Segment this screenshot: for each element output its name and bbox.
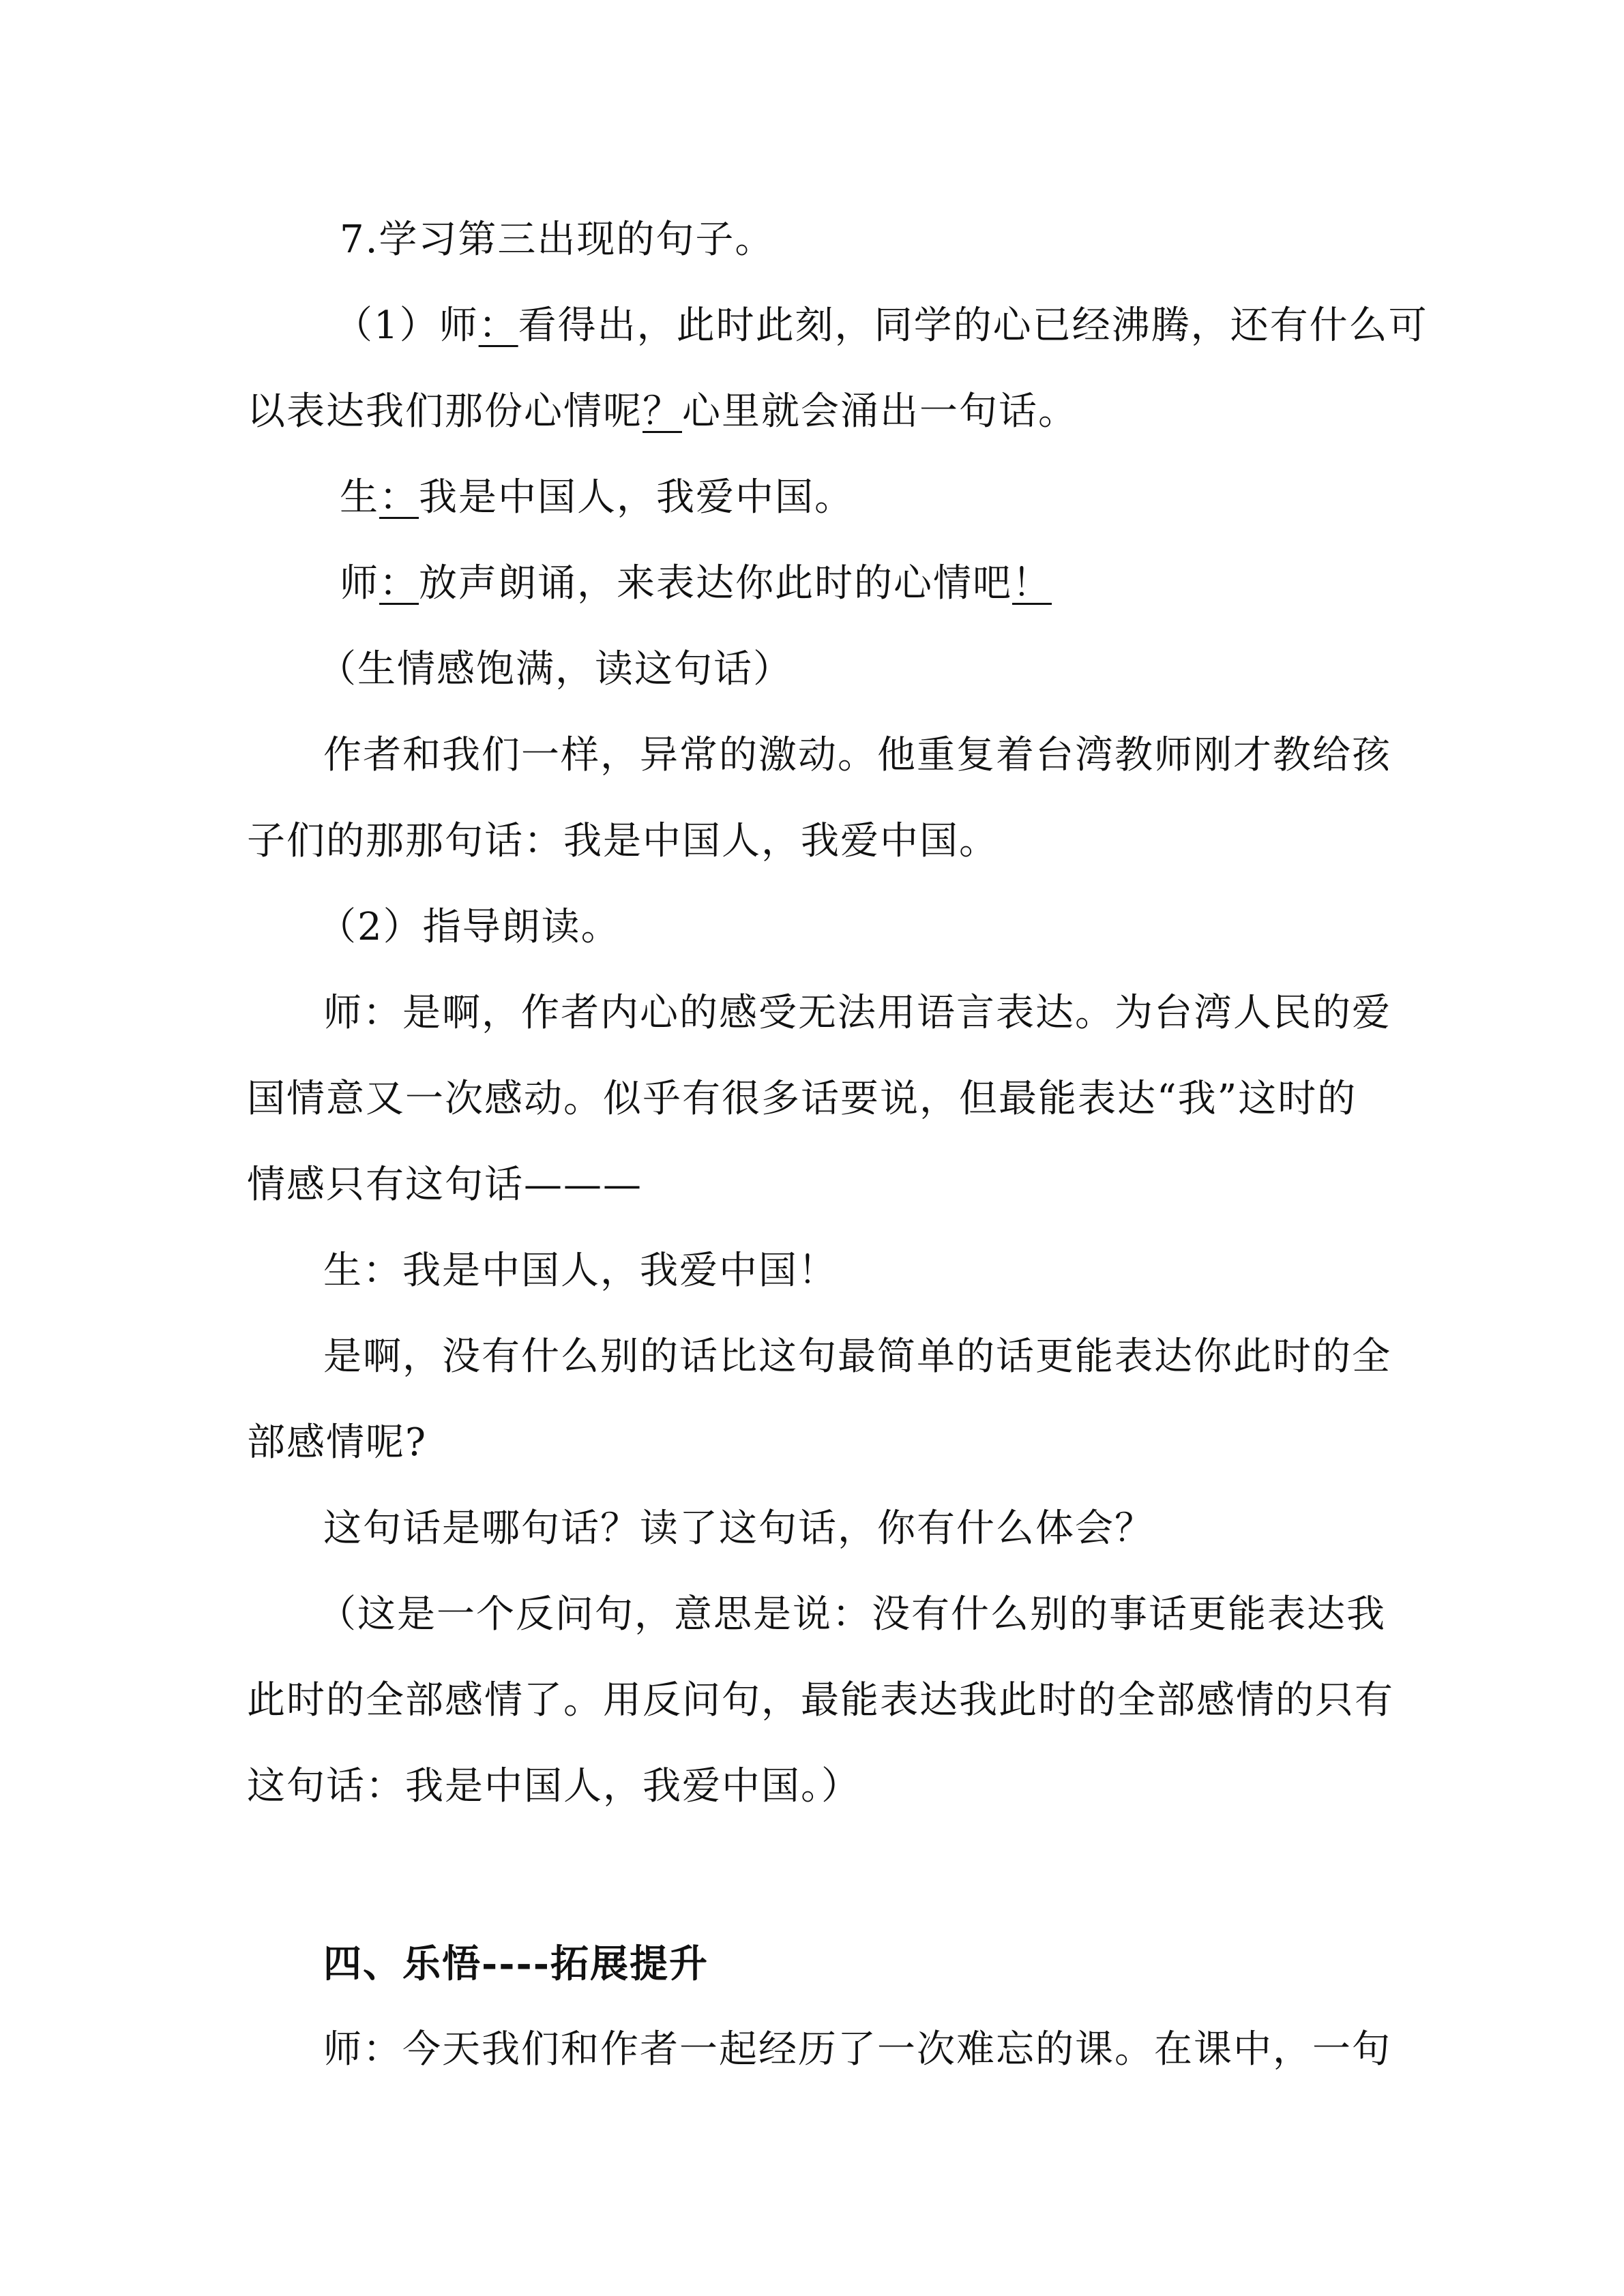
text-line — [318, 642, 793, 697]
text-line — [247, 1416, 427, 1470]
text-segment: 作者和我们一样，异常的激动。他重复着台湾教师刚才教给孩 — [323, 733, 1391, 777]
text-line — [323, 728, 1391, 783]
text-segment: 师：是啊，作者内心的感受无法用语言表达。为台湾人民的爱 — [323, 991, 1391, 1035]
text-segment: 师 — [340, 561, 379, 606]
text-segment: （2）指导朗读。 — [318, 905, 621, 949]
text-segment: 这句话是哪句话？读了这句话，你有什么体会？ — [323, 1506, 1154, 1551]
text-line — [323, 2023, 1391, 2077]
text-segment: 放声朗诵，来表达你此时的心情吧 — [419, 561, 1012, 606]
text-line — [323, 1502, 1154, 1556]
text-segment: （生情感饱满，读这句话） — [318, 647, 793, 691]
text-segment: 部感情呢? — [247, 1420, 428, 1465]
text-line — [318, 900, 621, 955]
text-segment: 看得出，此时此刻，同学的心已经沸腾，还有什么可 — [518, 303, 1428, 348]
text-line — [247, 1673, 1394, 1728]
text-segment: 四、乐悟----拓展提升 — [323, 1941, 709, 1986]
text-line — [340, 471, 854, 525]
text-segment: 以表达我们那份心情呢 — [247, 389, 643, 434]
underlined-text: ！ — [1012, 561, 1052, 606]
text-line — [323, 1244, 838, 1298]
underlined-text: ？ — [643, 389, 682, 434]
text-segment: 是啊，没有什么别的话比这句最简单的话更能表达你此时的全 — [323, 1335, 1391, 1379]
text-line — [334, 299, 1428, 353]
text-segment: 7.学习第三出现的句子。 — [340, 218, 775, 262]
text-line — [323, 1330, 1391, 1384]
text-segment: 子们的那那句话：我是中国人，我爱中国。 — [247, 819, 999, 863]
text-segment: （1）师 — [334, 303, 479, 348]
text-segment: 情感只有这句话——— — [247, 1163, 643, 1207]
text-line — [323, 986, 1391, 1041]
text-segment: 心里就会涌出一句话。 — [682, 389, 1078, 434]
text-line — [340, 213, 774, 267]
text-line — [247, 814, 999, 869]
text-segment: 师：今天我们和作者一起经历了一次难忘的课。在课中，一句 — [323, 2027, 1391, 2072]
text-segment: （这是一个反问句，意思是说：没有什么别的事话更能表达我 — [318, 1592, 1386, 1637]
text-segment: 生 — [340, 475, 379, 520]
text-segment: 我是中国人，我爱中国。 — [419, 475, 854, 520]
underlined-text: ： — [379, 475, 419, 520]
text-line — [340, 556, 1052, 611]
text-segment: 国情意又一次感动。似乎有很多话要说，但最能表达“我”这时的 — [247, 1077, 1357, 1121]
text-segment: 此时的全部感情了。用反问句，最能表达我此时的全部感情的只有 — [247, 1678, 1394, 1723]
text-line — [247, 1759, 861, 1814]
text-segment: 这句话：我是中国人，我爱中国。） — [247, 1764, 861, 1808]
underlined-text: ： — [478, 303, 518, 348]
text-line — [247, 1072, 1357, 1127]
text-line — [247, 385, 1078, 439]
text-segment: 生：我是中国人，我爱中国！ — [323, 1249, 838, 1293]
text-line — [318, 1587, 1386, 1642]
underlined-text: ： — [379, 561, 419, 606]
text-line — [247, 1158, 643, 1212]
section-heading — [323, 1937, 709, 1991]
